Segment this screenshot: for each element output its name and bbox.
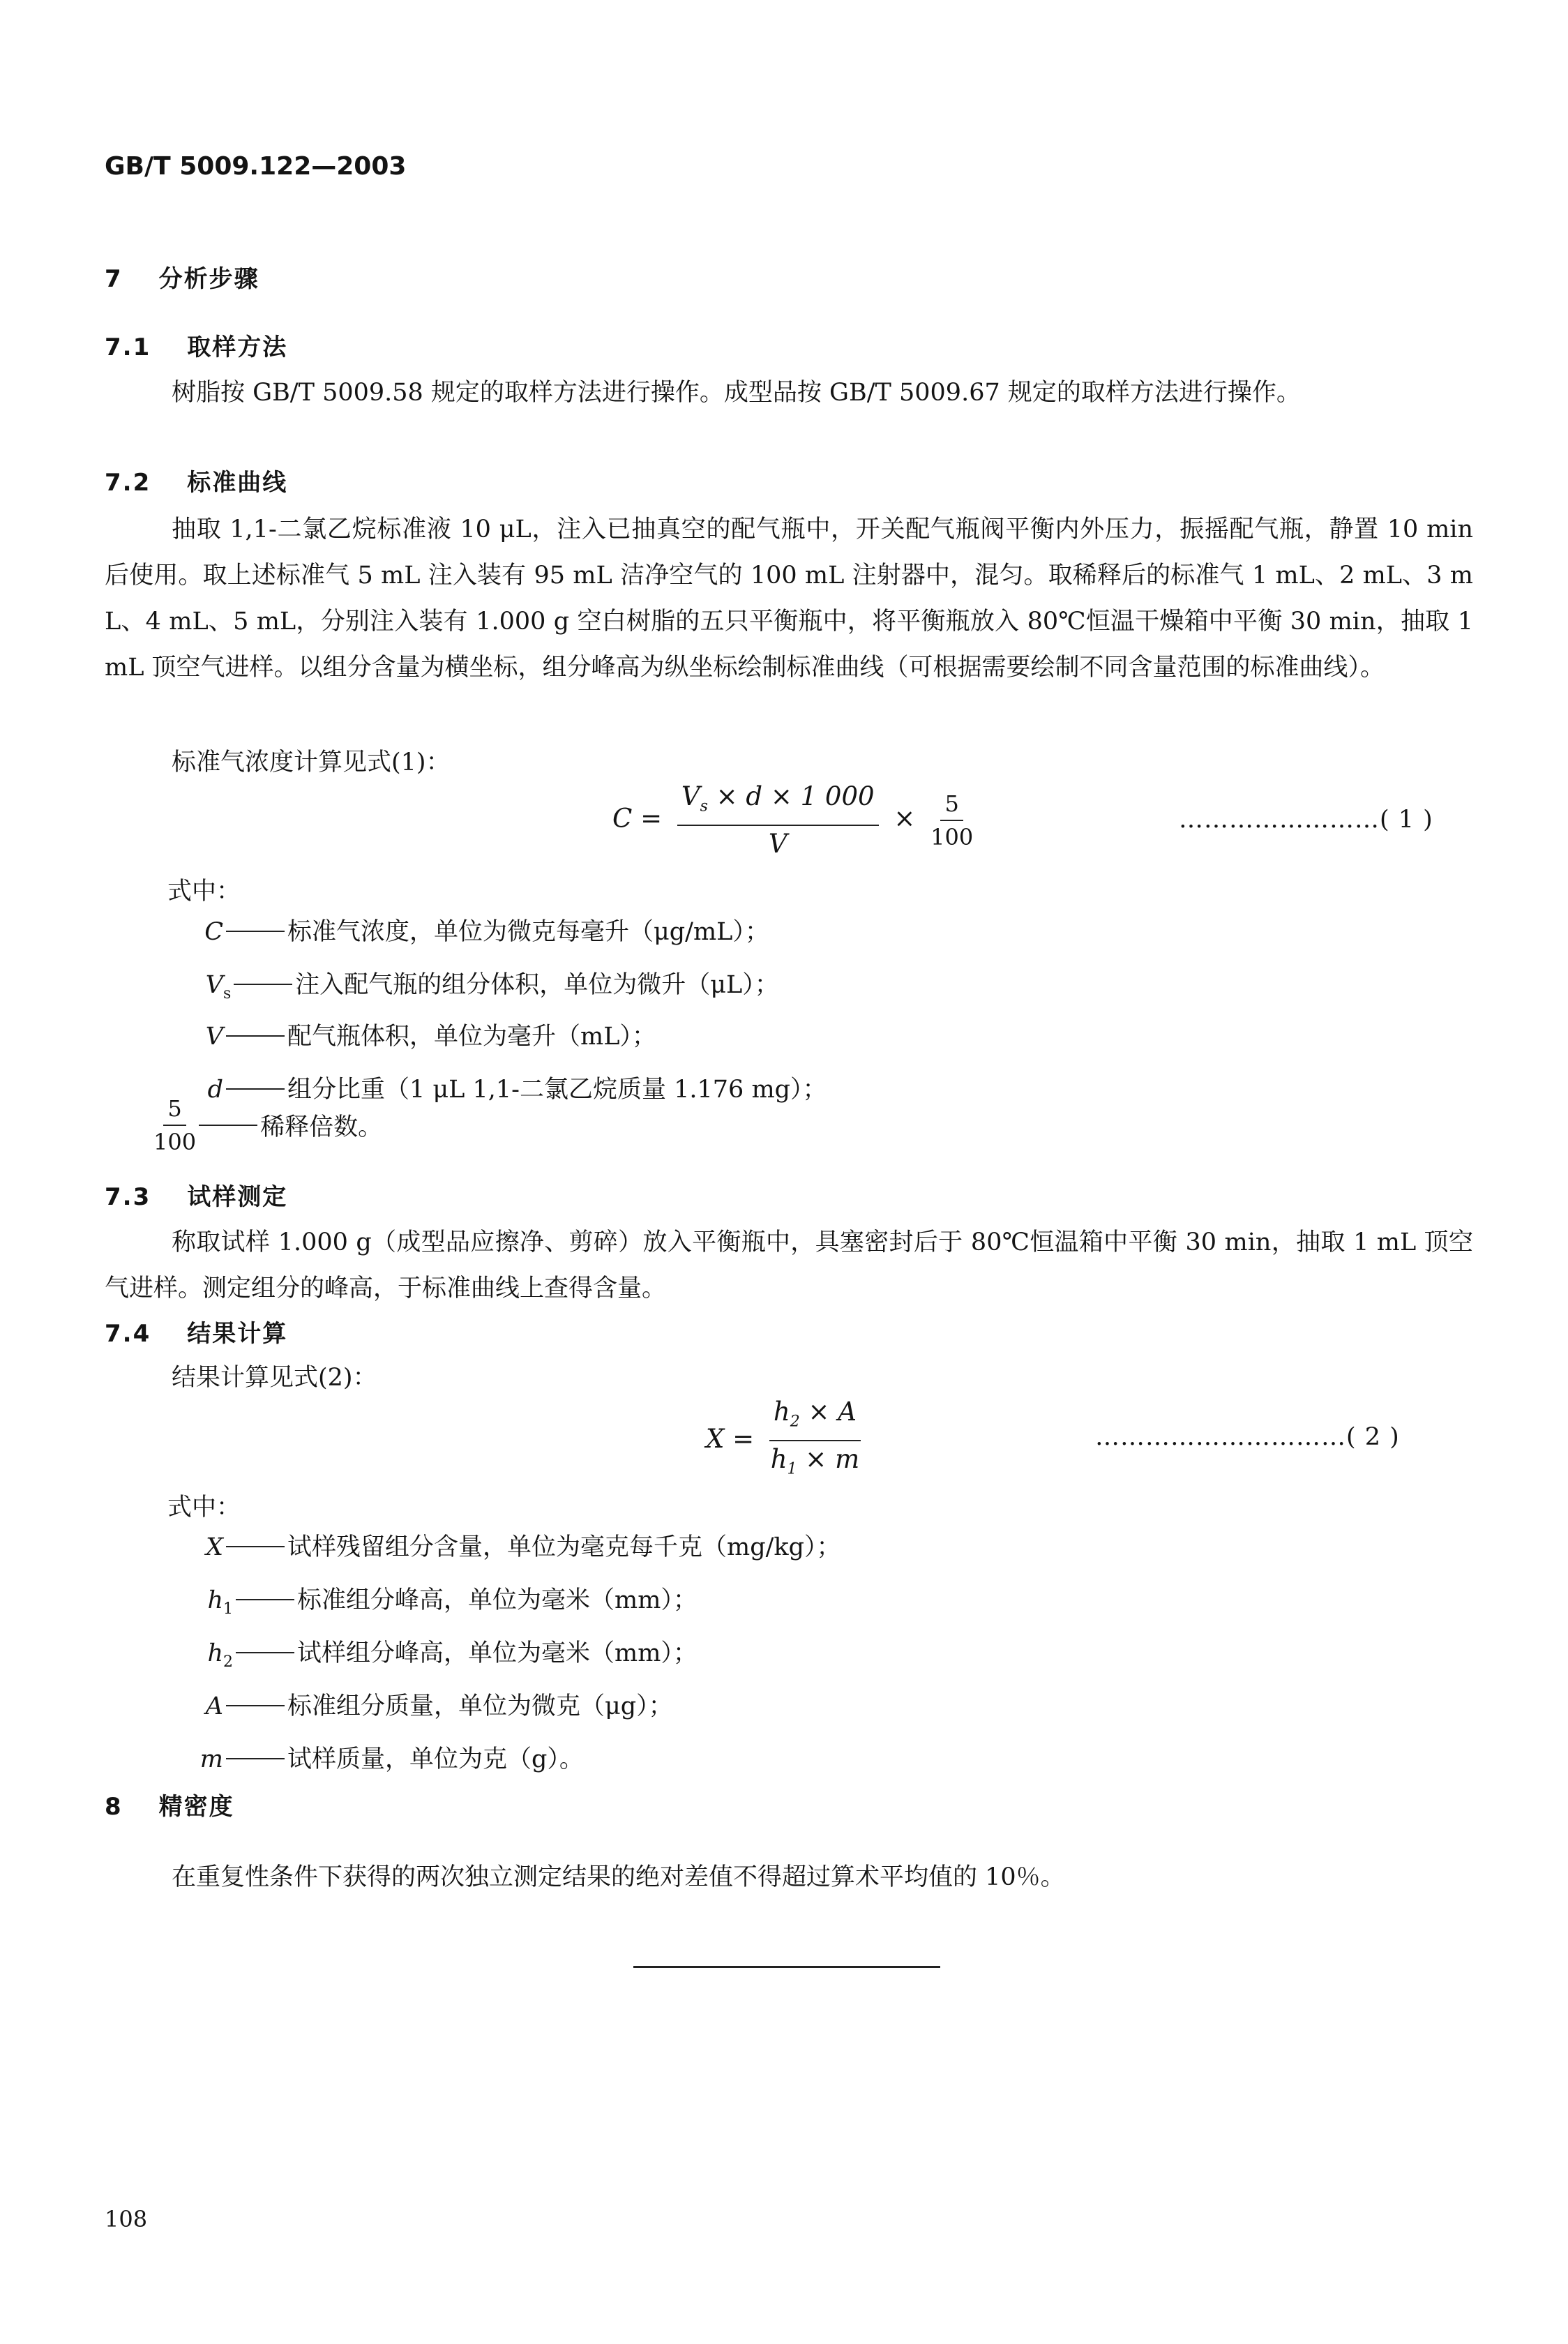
denominator: V [768,829,787,859]
fraction: $\frac{5}{100}$ [930,790,974,851]
formula-2 [706,1397,868,1485]
definition-item: C 标准气浓度，单位为微克每毫升（μg/mL）； [204,918,769,946]
section-number: 7.1 [105,333,151,361]
definition-item: $V_s$ 注入配气瓶的组分体积，单位为微升（μL）； [205,971,779,1002]
denominator: $h_1 \times m$ [770,1444,860,1478]
section-7-2-heading [105,463,287,497]
paragraph-7-1: 树脂按 GB/T 5009.58 规定的取样方法进行操作。成型品按 GB/T 5009.67 规定的取样方法进行操作。 [172,379,1301,407]
equals-sign: = [640,803,663,834]
section-7-1-heading [105,328,287,362]
section-number: 7.3 [105,1183,151,1211]
section-title: 结果计算 [187,1320,288,1348]
definition-item: V 配气瓶体积，单位为毫升（mL）； [205,1023,656,1051]
definition-item: d 组分比重（1 μL 1,1-二氯乙烷质量 1.176 mg）； [207,1076,827,1104]
section-title: 取样方法 [187,333,288,361]
equals-sign: = [732,1423,755,1454]
paragraph-8: 在重复性条件下获得的两次独立测定结果的绝对差值不得超过算术平均值的 10％。 [172,1863,1065,1891]
standard-code: GB/T 5009.122—2003 [105,152,407,181]
formula-2-intro: 结果计算见式(2)： [172,1364,377,1392]
paragraph-7-2: 抽取 1,1-二氯乙烷标准液 10 μL，注入已抽真空的配气瓶中，开关配气瓶阀平衡内外压力，振摇配气瓶，静置 10 min 后使用。取上述标准气 5 mL 注入装有 95 mL 洁净空气的 100 mL 注射器中，混匀。取稀释后的标准气 1 mL、2 mL、3 mL、4 mL、5 mL，分别注入装有 1.000 g 空白树脂的五只平衡瓶中，将平衡瓶放入 80℃恒温干燥箱中平衡 30 min，抽取 1 mL 顶空气进样。以组分含量为横坐标，组分峰高为纵坐标绘制标准曲线（可根据需要绘制不同含量范围的标准曲线）。 [105,516,1473,682]
numerator: $V_s \times d \times 1$ 000 [677,781,879,826]
section-7-3-heading [105,1178,287,1212]
paragraph-7-3: 称取试样 1.000 g（成型品应擦净、剪碎）放入平衡瓶中，具塞密封后于 80℃恒温箱中平衡 30 min，抽取 1 mL 顶空气进样。测定组分的峰高，于标准曲线上查得含量。 [105,1229,1473,1302]
fraction [677,781,879,859]
end-rule [633,1966,940,1968]
section-title: 分析步骤 [158,265,259,293]
formula-1-intro: 标准气浓度计算见式(1)： [172,749,451,776]
definition-item: $h_1$ 标准组分峰高，单位为毫米（mm）； [207,1586,698,1618]
definition-item: X 试样残留组分含量，单位为毫克每千克（mg/kg）； [206,1533,841,1561]
formula-lhs: C [612,803,633,834]
equation-label-1: ……………………( 1 ) [1179,806,1433,834]
section-7-heading [105,260,259,294]
definition-item: m 试样质量，单位为克（g）。 [199,1745,584,1773]
page-number: 108 [105,2206,148,2232]
times-sign: × [894,803,916,834]
section-8-heading [105,1787,234,1821]
section-number: 7 [105,265,123,293]
where-label: 式中： [167,1494,241,1522]
formula-1 [612,781,980,859]
section-title: 精密度 [158,1793,234,1821]
definition-item: $h_2$ 试样组分峰高，单位为毫米（mm）； [207,1639,698,1671]
section-number: 7.2 [105,469,151,497]
dilution-definition: $\frac{5}{100}$ 稀释倍数。 [153,1095,383,1155]
formula-lhs: X [706,1423,725,1454]
where-label: 式中： [167,878,241,906]
section-title: 标准曲线 [187,469,288,497]
fraction [769,1397,861,1485]
definition-item: A 标准组分质量，单位为微克（μg）； [205,1692,673,1720]
section-title: 试样测定 [187,1183,288,1211]
equation-label-2: …………………………( 2 ) [1095,1423,1400,1451]
section-number: 8 [105,1793,123,1821]
section-number: 7.4 [105,1320,151,1348]
numerator: $h_2 \times A$ [769,1397,861,1441]
section-7-4-heading [105,1314,287,1348]
fraction: $\frac{5}{100}$ [153,1095,197,1155]
